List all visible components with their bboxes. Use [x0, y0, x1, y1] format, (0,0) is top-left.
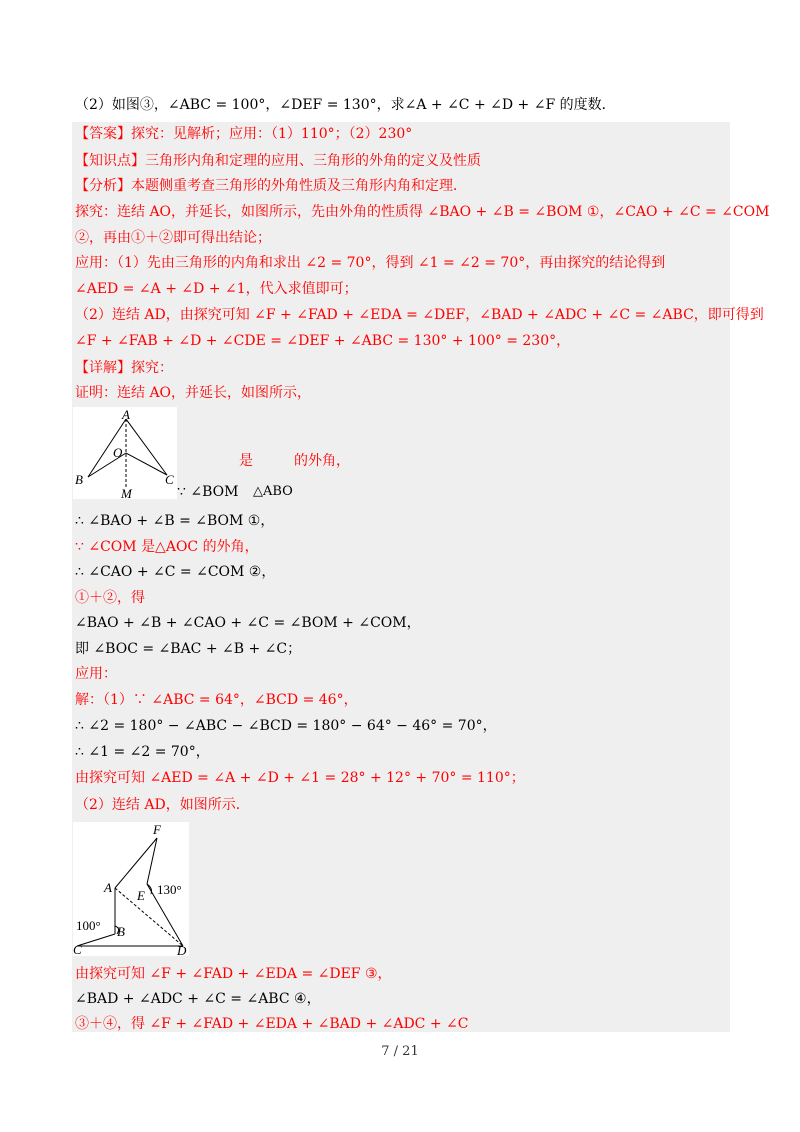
detail-label: 【详解】 [75, 360, 131, 376]
proof-line-3: ①＋②，得 [75, 590, 145, 606]
analysis-line-1: 探究：连结 AO，并延长，如图所示，先由外角的性质得 ∠BAO + ∠B = ∠BOM ①，∠CAO + ∠C = ∠COM [75, 204, 770, 220]
knowledge-label: 【知识点】 [75, 153, 145, 169]
analysis-line-2: ②，再由①＋②即可得出结论； [75, 230, 271, 246]
fig1-side-text: 是 [239, 453, 253, 469]
proof-line-0: ∴ ∠BAO + ∠B = ∠BOM ①， [75, 513, 275, 529]
proof-line-8: ∴ ∠2 = 180° − ∠ABC − ∠BCD = 180° − 64° − 46° = 70°， [75, 718, 497, 734]
proof-line-6: 应用： [75, 666, 117, 682]
analysis-line-0 [75, 176, 467, 196]
page-number: 7 / 21 [381, 1044, 419, 1059]
fig2-angle-b: 100° [76, 918, 101, 933]
knowledge-text: 三角形内角和定理的应用、三角形的外角的定义及性质 [145, 153, 481, 169]
analysis-text: 本题侧重考查三角形的外角性质及三角形内角和定理． [131, 178, 467, 194]
fig2-label-d: D [177, 943, 187, 956]
proof-line-2: ∴ ∠CAO + ∠C = ∠COM ②， [75, 564, 276, 580]
fig2-label-c: C [73, 942, 82, 956]
fig1-label-b: B [75, 472, 83, 487]
proof-line-1: ∵ ∠COM 是△AOC 的外角， [75, 539, 259, 555]
analysis-line-3: 应用：（1）先由三角形的内角和求出 ∠2 = 70°，得到 ∠1 = ∠2 = 70°，再由探究的结论得到 [75, 255, 666, 271]
analysis-line-6: ∠F + ∠FAB + ∠D + ∠CDE = ∠DEF + ∠ABC = 130° + 100° = 230°， [75, 333, 571, 349]
because-bom: ∵ ∠BOM [177, 484, 239, 500]
fig2-angle-e: 130° [157, 882, 182, 897]
analysis-line-4: ∠AED = ∠A + ∠D + ∠1，代入求值即可； [75, 281, 358, 297]
fig2-label-a: A [104, 880, 112, 895]
fig1-side-text-2: 的外角， [294, 453, 350, 469]
detail-line [75, 358, 173, 378]
analysis-label: 【分析】 [75, 178, 131, 194]
detail-intro: 探究： [131, 360, 173, 376]
figure-1-diagram [73, 407, 177, 499]
fig2-label-b: B [117, 924, 125, 939]
proof-line-7: 解：（1）∵ ∠ABC = 64°，∠BCD = 46°， [75, 692, 358, 708]
proof-start: 证明：连结 AO，并延长，如图所示， [75, 385, 312, 401]
figure-2-diagram [73, 822, 189, 956]
knowledge-line [75, 151, 481, 171]
because-triangle-abo: △ABO [253, 484, 293, 499]
proof-line-4: ∠BAO + ∠B + ∠CAO + ∠C = ∠BOM + ∠COM， [75, 615, 421, 631]
proof-line-5: 即 ∠BOC = ∠BAC + ∠B + ∠C； [75, 641, 302, 657]
answer-text: 探究：见解析；应用：（1）110°；（2）230° [131, 126, 413, 142]
fig2-label-e: E [137, 888, 145, 903]
question-text: （2）如图③，∠ABC = 100°，∠DEF = 130°，求∠A + ∠C + ∠D + ∠F 的度数． [75, 97, 616, 113]
fig1-label-a: A [122, 407, 130, 422]
fig1-label-m: M [121, 486, 132, 499]
fig1-label-c: C [165, 472, 174, 487]
proof-line-10: 由探究可知 ∠AED = ∠A + ∠D + ∠1 = 28° + 12° + 70° = 110°； [75, 770, 525, 786]
after-line-1: ∠BAD + ∠ADC + ∠C = ∠ABC ④， [75, 991, 321, 1007]
fig1-label-o: O [113, 445, 123, 460]
answer-label: 【答案】 [75, 126, 131, 142]
answer-line [75, 124, 412, 144]
after-line-2: ③＋④，得 ∠F + ∠FAD + ∠EDA + ∠BAD + ∠ADC + ∠C [75, 1016, 469, 1032]
proof-line-11: （2）连结 AD，如图所示． [75, 797, 250, 813]
analysis-line-5: （2）连结 AD，由探究可知 ∠F + ∠FAD + ∠EDA = ∠DEF，∠BAD + ∠ADC + ∠C = ∠ABC，即可得到 [75, 307, 764, 323]
proof-line-9: ∴ ∠1 = ∠2 = 70°， [75, 744, 210, 760]
after-line-0: 由探究可知 ∠F + ∠FAD + ∠EDA = ∠DEF ③， [75, 966, 392, 982]
fig2-label-f: F [153, 822, 161, 837]
